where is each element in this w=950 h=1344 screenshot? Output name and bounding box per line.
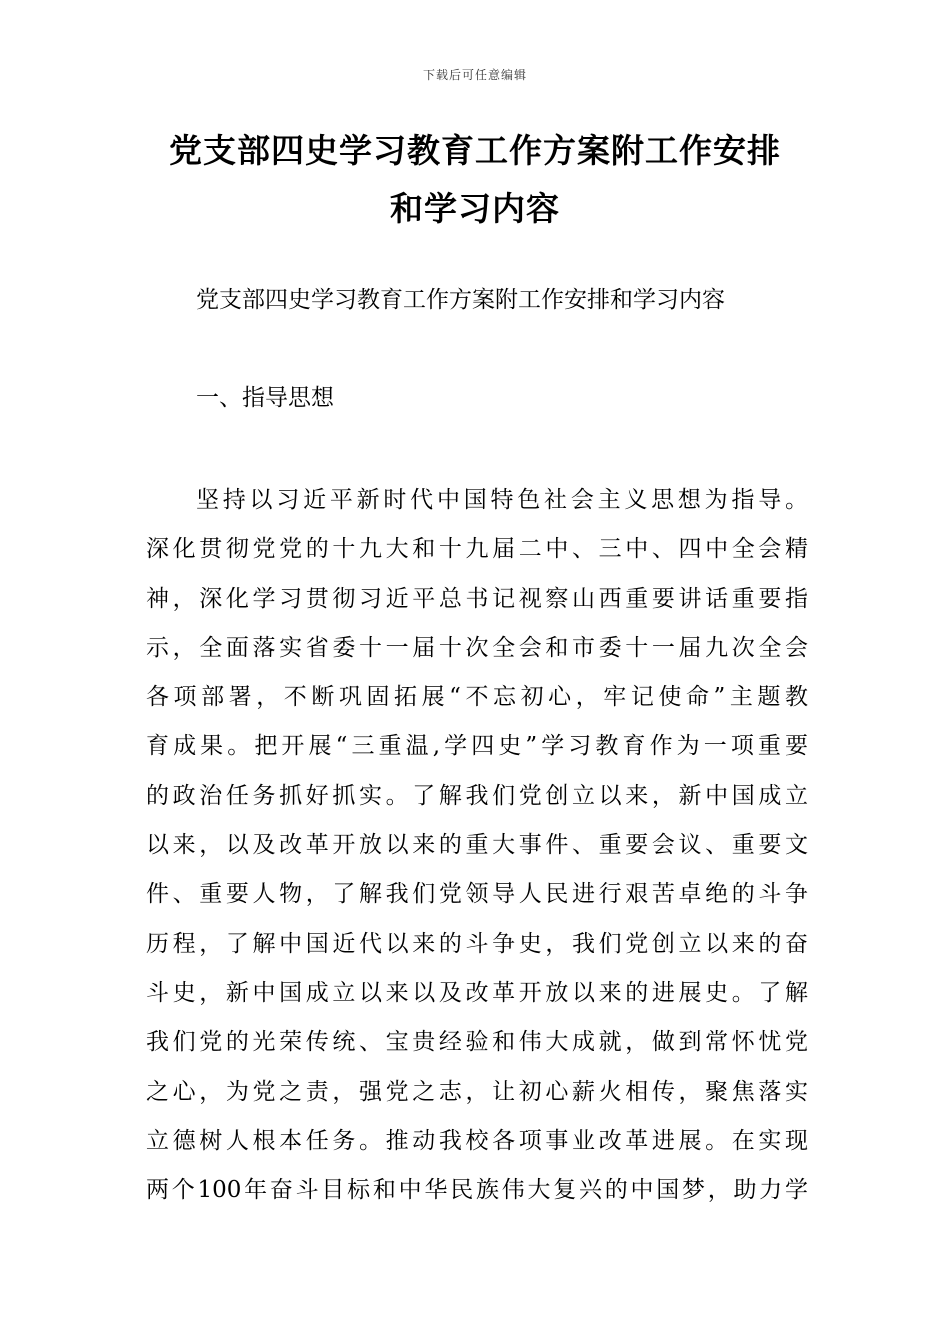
body-line: 育成果。把开展“三重温,学四史”学习教育作为一项重要 xyxy=(146,733,808,760)
document-subtitle: 党支部四史学习教育工作方案附工作安排和学习内容 xyxy=(196,287,725,313)
body-line: 各项部署，不断巩固拓展“不忘初心，牢记使命”主题教 xyxy=(146,684,808,711)
body-line: 历程，了解中国近代以来的斗争史，我们党创立以来的奋 xyxy=(146,930,808,957)
body-line: 我们党的光荣传统、宝贵经验和伟大成就，做到常怀忧党 xyxy=(146,1029,808,1056)
body-line: 立德树人根本任务。推动我校各项事业改革进展。在实现 xyxy=(146,1127,808,1154)
title-line: 党支部四史学习教育工作方案附工作安排 xyxy=(169,131,781,170)
body-line: 件、重要人物，了解我们党领导人民进行艰苦卓绝的斗争 xyxy=(146,881,808,908)
title-line: 和学习内容 xyxy=(390,189,560,228)
body-line: 深化贯彻党党的十九大和十九届二中、三中、四中全会精 xyxy=(146,536,808,563)
section-heading: 一、指导思想 xyxy=(196,385,334,411)
body-paragraph xyxy=(146,476,808,1215)
body-line: 之心，为党之责，强党之志，让初心薪火相传，聚焦落实 xyxy=(146,1078,808,1105)
body-line: 两个100年奋斗目标和中华民族伟大复兴的中国梦，助力学 xyxy=(146,1177,808,1204)
document-title xyxy=(120,122,830,238)
body-line: 示，全面落实省委十一届十次全会和市委十一届九次全会 xyxy=(146,634,808,661)
body-line: 斗史，新中国成立以来以及改革开放以来的进展史。了解 xyxy=(146,979,808,1006)
body-line: 神，深化学习贯彻习近平总书记视察山西重要讲话重要指 xyxy=(146,585,808,612)
body-line: 的政治任务抓好抓实。了解我们党创立以来，新中国成立 xyxy=(146,782,808,809)
body-line: 坚持以习近平新时代中国特色社会主义思想为指导。 xyxy=(196,487,808,513)
header-note: 下载后可任意编辑 xyxy=(422,68,527,82)
body-line: 以来，以及改革开放以来的重大事件、重要会议、重要文 xyxy=(146,832,808,859)
